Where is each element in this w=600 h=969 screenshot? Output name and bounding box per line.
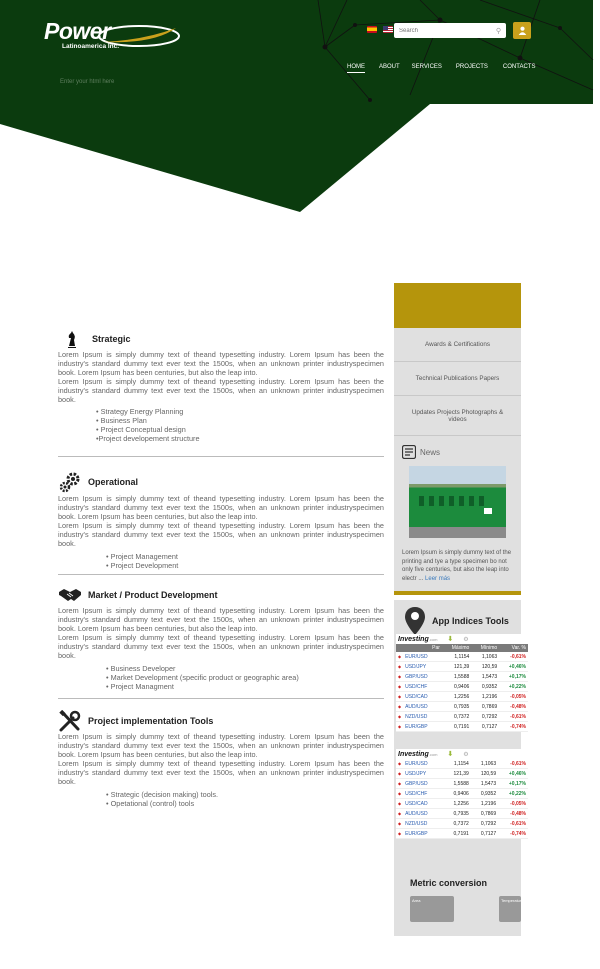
nav-projects[interactable]: PROJECTS [455, 64, 488, 70]
rate-row[interactable] [396, 692, 528, 702]
nav-home[interactable]: HOME [347, 64, 365, 73]
rate-change: -0,48% [499, 702, 528, 712]
rate-min: 1,5473 [471, 672, 499, 682]
logo-subtitle: Latinoamerica Inc. [62, 43, 120, 50]
rate-pair[interactable]: ◆ EUR/GBP [396, 722, 442, 732]
rate-pair[interactable]: ◆ AUD/USD [396, 702, 442, 712]
list-item: • Business Developer [106, 664, 176, 673]
col-header: Var. % [499, 644, 528, 652]
section-tools [58, 710, 384, 808]
rate-max: 0,7372 [442, 712, 471, 722]
sidebar-link-updates[interactable]: Updates Projects Photographs & videos [394, 396, 521, 436]
search-input[interactable] [399, 28, 479, 34]
rate-min: 0,7127 [471, 722, 499, 732]
investing-brand [396, 634, 528, 644]
rate-pair[interactable]: ◆ GBP/USD [396, 779, 444, 789]
converter-temperature[interactable] [499, 896, 524, 922]
section-body: Lorem Ipsum is simply dummy text of theand typesetting industry. Lorem Ipsum has been the industry's standard dummy text ever text the 1500s, when an unknown printer industryspecimen book. Lorem Ipsum has been centuries, but also the leap into. [58, 732, 384, 759]
news-title: News [420, 447, 441, 457]
investing-logo: Investing [398, 635, 429, 643]
investing-widget-1 [396, 634, 528, 732]
rate-pair[interactable]: ◆ USD/CAD [396, 799, 444, 809]
investing-brand [396, 749, 528, 759]
rates-rows [396, 652, 528, 732]
rate-min: 1,5473 [471, 779, 498, 789]
rate-change: -0,05% [498, 799, 528, 809]
rate-min: 0,7292 [471, 712, 499, 722]
rate-max: 0,7935 [442, 702, 471, 712]
section-title-row [66, 330, 384, 348]
rate-row[interactable] [396, 702, 528, 712]
rate-pair[interactable]: ◆ USD/CHF [396, 789, 444, 799]
nav-contacts[interactable]: CONTACTS [502, 64, 536, 70]
rate-max: 1,1154 [444, 759, 471, 769]
rate-row[interactable] [396, 722, 528, 732]
rate-pair[interactable]: ◆ GBP/USD [396, 672, 442, 682]
rate-pair[interactable]: ◆ USD/CAD [396, 692, 442, 702]
rate-pair[interactable]: ◆ EUR/USD [396, 652, 442, 662]
download-icon[interactable]: ⬇ [447, 751, 454, 758]
converter-area[interactable] [410, 896, 454, 922]
rate-change: -0,61% [499, 712, 528, 722]
sidebar-link-publications[interactable]: Technical Publications Papers [394, 362, 521, 396]
app-indices-panel [394, 600, 526, 936]
rate-change: +0,22% [498, 789, 528, 799]
section-list [96, 407, 384, 443]
rate-max: 1,2256 [442, 692, 471, 702]
rate-row[interactable] [396, 769, 528, 779]
rate-row[interactable] [396, 662, 528, 672]
app-header [404, 606, 509, 636]
rate-max: 1,2256 [444, 799, 471, 809]
rate-min: 0,9352 [471, 682, 499, 692]
news-panel [394, 436, 521, 595]
investing-suffix: .com [428, 751, 438, 757]
rate-change: +0,22% [499, 682, 528, 692]
logo[interactable] [44, 18, 184, 54]
user-button[interactable] [513, 22, 531, 39]
converter-label: Area [412, 898, 421, 903]
news-icon [402, 445, 416, 459]
hero-banner [0, 0, 600, 215]
rate-pair[interactable]: ◆ USD/CHF [396, 682, 442, 692]
services-column [58, 330, 384, 808]
section-body-2: Lorem Ipsum is simply dummy text of theand typesetting industry. Lorem Ipsum has been the industry's standard dummy text ever text the 1500s, when an unknown printer industryspecimen book. [58, 377, 384, 404]
tools-icon [58, 710, 82, 732]
metric-conversion-title: Metric conversion [410, 878, 488, 888]
col-header: Máximo [442, 644, 471, 652]
us-flag-icon[interactable] [383, 26, 393, 33]
section-title-row [58, 586, 384, 604]
rate-change: -0,74% [498, 829, 528, 839]
gears-icon [58, 470, 82, 494]
rates-table [396, 644, 528, 732]
rate-min: 120,59 [471, 769, 498, 779]
search-icon[interactable]: ⚲ [495, 27, 501, 35]
rate-row[interactable] [396, 819, 528, 829]
news-read-more-link[interactable]: Leer más [425, 575, 451, 582]
rate-row[interactable] [396, 652, 528, 662]
rate-max: 0,7191 [442, 722, 471, 732]
investing-widget-2 [396, 749, 528, 839]
rate-change: +0,17% [498, 779, 528, 789]
news-text: Lorem Ipsum is simply dummy text of the printing and tye a type specimen bo not only five centuries, but also the leap into electr ... [402, 550, 512, 582]
nav-services[interactable]: SERVICES [411, 64, 442, 70]
rate-min: 0,7869 [471, 702, 499, 712]
rate-change: +0,17% [499, 672, 528, 682]
col-header: Mínimo [471, 644, 499, 652]
rate-change: -0,05% [499, 692, 528, 702]
section-title: Strategic [92, 334, 131, 344]
rate-change: -0,74% [499, 722, 528, 732]
investing-suffix: .com [428, 636, 438, 642]
rate-row[interactable] [396, 809, 528, 819]
handshake-icon [58, 586, 82, 604]
section-divider [58, 698, 384, 699]
logo-wordmark: Power [44, 18, 111, 44]
list-item: • Project Managment [106, 682, 174, 691]
rate-max: 0,7372 [444, 819, 471, 829]
converter-label: Temperature [501, 898, 524, 903]
section-body: Lorem Ipsum is simply dummy text of theand typesetting industry. Lorem Ipsum has been the industry's standard dummy text ever text the 1500s, when an unknown printer industryspecimen book. Lorem Ipsum has been centuries, but also the leap into. [58, 494, 384, 521]
section-body: Lorem Ipsum is simply dummy text of theand typesetting industry. Lorem Ipsum has been the industry's standard dummy text ever text the 1500s, when an unknown printer industryspecimen book. Lorem Ipsum has been centuries, but also the leap into. [58, 350, 384, 377]
list-item: • Strategic (decision making) tools. [106, 790, 219, 799]
news-excerpt [402, 549, 514, 583]
sidebar-header-block [394, 283, 521, 328]
rate-row[interactable] [396, 682, 528, 692]
rate-min: 1,2196 [471, 799, 498, 809]
section-divider [58, 574, 384, 575]
section-divider [58, 456, 384, 457]
section-market [58, 586, 384, 691]
list-item: • Opetational (control) tools [106, 799, 195, 808]
rate-row[interactable] [396, 712, 528, 722]
rate-pair[interactable]: ◆ NZD/USD [396, 819, 444, 829]
download-icon[interactable]: ⬇ [447, 636, 454, 643]
rates-table [396, 759, 528, 839]
rate-row[interactable] [396, 829, 528, 839]
rate-change: +0,46% [498, 769, 528, 779]
rate-max: 0,7935 [444, 809, 471, 819]
rate-max: 121,39 [444, 769, 471, 779]
rate-change: -0,61% [498, 819, 528, 829]
section-list [106, 790, 384, 808]
hero-tagline: Enter your html here [60, 79, 115, 85]
rate-row[interactable] [396, 789, 528, 799]
chess-knight-icon [66, 330, 78, 348]
rates-rows [396, 759, 528, 839]
section-title-row [58, 710, 384, 732]
rate-change: -0,48% [498, 809, 528, 819]
list-item: •Project developement structure [96, 434, 200, 443]
section-title-row [58, 470, 384, 494]
section-list [106, 664, 384, 691]
spanish-flag-icon[interactable] [367, 26, 377, 33]
rate-min: 0,9352 [471, 789, 498, 799]
rate-min: 120,59 [471, 662, 499, 672]
rate-change: -0,61% [498, 759, 528, 769]
rate-pair[interactable]: ◆ USD/JPY [396, 662, 442, 672]
section-title: Market / Product Development [88, 590, 218, 600]
news-header [402, 445, 514, 459]
language-switcher [367, 26, 393, 33]
user-icon [518, 26, 527, 35]
list-item: • Market Development (specific product or geographic area) [106, 673, 299, 682]
map-pin-icon [404, 606, 426, 636]
rate-row[interactable] [396, 672, 528, 682]
section-list [106, 552, 384, 570]
gear-icon[interactable]: ⚙ [463, 636, 469, 643]
rate-pair[interactable]: ◆ EUR/GBP [396, 829, 444, 839]
generator-image [409, 466, 506, 538]
rate-max: 1,1154 [442, 652, 471, 662]
sidebar [394, 283, 526, 936]
rate-min: 0,7869 [471, 809, 498, 819]
rate-max: 0,9406 [444, 789, 471, 799]
list-item: • Project Conceptual design [96, 425, 186, 434]
rate-row[interactable] [396, 759, 528, 769]
list-item: • Strategy Energy Planning [96, 407, 184, 416]
rate-change: -0,61% [499, 652, 528, 662]
investing-logo: Investing [398, 750, 429, 758]
section-body-2: Lorem Ipsum is simply dummy text of theand typesetting industry. Lorem Ipsum has been the industry's standard dummy text ever text the 1500s, when an unknown printer industryspecimen book. [58, 633, 384, 660]
gear-icon[interactable]: ⚙ [463, 751, 469, 758]
sidebar-link-awards[interactable]: Awards & Certifications [394, 328, 521, 362]
section-body: Lorem Ipsum is simply dummy text of theand typesetting industry. Lorem Ipsum has been the industry's standard dummy text ever text the 1500s, when an unknown printer industryspecimen book. Lorem Ipsum has been centuries, but also the leap into. [58, 606, 384, 633]
rate-min: 1,1063 [471, 652, 499, 662]
rate-min: 0,7127 [471, 829, 498, 839]
rate-min: 0,7292 [471, 819, 498, 829]
rate-max: 121,39 [442, 662, 471, 672]
list-item: • Project Development [106, 561, 179, 570]
section-title: Project implementation Tools [88, 716, 214, 726]
rate-row[interactable] [396, 779, 528, 789]
main-nav [347, 64, 535, 73]
rate-pair[interactable]: ◆ NZD/USD [396, 712, 442, 722]
rate-change: +0,46% [499, 662, 528, 672]
section-operational [58, 470, 384, 570]
rate-max: 1,5588 [442, 672, 471, 682]
rate-pair[interactable]: ◆ EUR/USD [396, 759, 444, 769]
section-body-2: Lorem Ipsum is simply dummy text of theand typesetting industry. Lorem Ipsum has been the industry's standard dummy text ever text the 1500s, when an unknown printer industryspecimen book. [58, 521, 384, 548]
rate-pair[interactable]: ◆ AUD/USD [396, 809, 444, 819]
list-item: • Business Plan [96, 416, 147, 425]
rate-max: 0,9406 [442, 682, 471, 692]
nav-about[interactable]: ABOUT [379, 64, 400, 70]
search-box [394, 23, 506, 38]
section-title: Operational [88, 477, 139, 487]
rate-pair[interactable]: ◆ USD/JPY [396, 769, 444, 779]
list-item: • Project Management [106, 552, 178, 561]
rate-max: 0,7191 [444, 829, 471, 839]
rate-min: 1,2196 [471, 692, 499, 702]
section-body-2: Lorem Ipsum is simply dummy text of theand typesetting industry. Lorem Ipsum has been the industry's standard dummy text ever text the 1500s, when an unknown printer industryspecimen book. [58, 759, 384, 786]
col-header: Par [396, 644, 442, 652]
rate-row[interactable] [396, 799, 528, 809]
rate-min: 1,1063 [471, 759, 498, 769]
rate-max: 1,5588 [444, 779, 471, 789]
news-image[interactable] [409, 466, 506, 538]
app-title: App Indices Tools [432, 616, 509, 626]
section-strategic [58, 330, 384, 443]
